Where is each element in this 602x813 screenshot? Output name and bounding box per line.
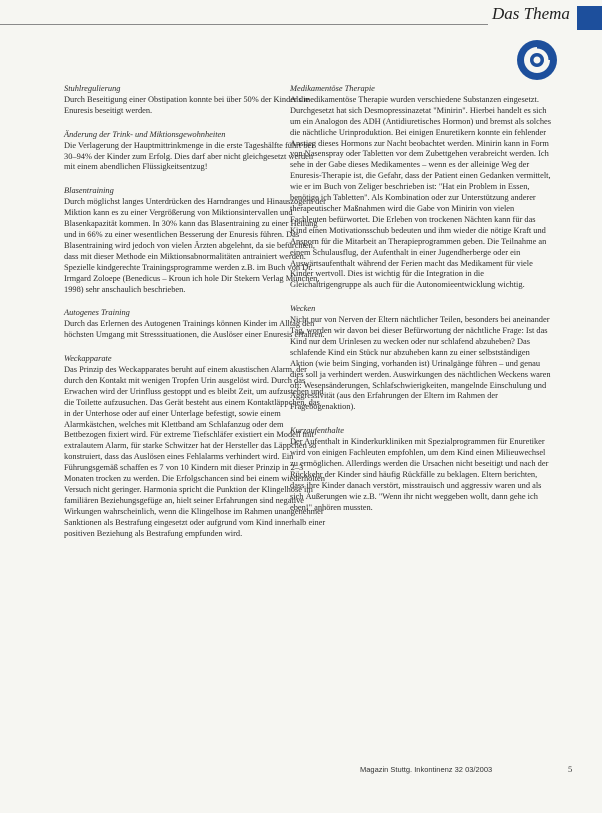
section-body: Die Verlagerung der Hauptmittrinkmenge in die erste Tageshälfte führt bei 30–94% der Kinder zum Erfolg. Dies darf aber nicht gleichgesetzt werden mit einem abendlichen Flüssigkeitsentzug!: [64, 140, 314, 172]
section-heading: Wecken: [290, 304, 316, 314]
article-section: [64, 84, 326, 117]
section-body: Als medikamentöse Therapie wurden verschiedene Substanzen eingesetzt. Durchgesetzt hat sich Desmopressinazetat "Minirin". Hierbei handelt es sich um ein Analogon des ADH (Antidiuretisches Hormon) und bremst als solches die nächtliche Urinproduktion. Bei einigen Enuretikern konnte ein fehlender Anstieg dieses Hormons zur Nacht beobachtet werden. Minirin kann in Form von Nasenspray oder Tabletten vor dem Zubettgehen verabreicht werden. Ich sehe in der Gabe dieses Medikamentes – wenn es der alleinige Weg der Enuresis-Therapie ist, die Gefahr, dass der Patient einen Gedanken vermittelt, wie er im Buch von Zeliger beschrieben ist: "Hat ein Problem in Essen, benötige ich Tabletten". Als Kombination oder zur Unterstützung anderer therapeutischer Maßnahmen wird die Gabe von Minirin von vielen Fachleuten befürwortet. Die Erleben von trockenen Nächten kann für das Kind einen Motivationsschub bedeuten und ihm wieder die nötige Kraft und Ansporn für die Mitarbeit an Therapieprogrammen geben. Die Teilnahme an einem Schulausflug, der Aufenthalt in einer Jugendherberge oder ein Auswärtsaufenthalt während der Ferien macht das Medikament für viele Kinder wertvoll. Dies ist wichtig für die Integration in die Gleichaltrigengruppe als auch für die Autonomieentwicklung wichtig.: [290, 94, 551, 290]
section-heading: Kurzaufenthalte: [290, 426, 344, 436]
section-body: Der Aufenthalt in Kinderkurkliniken mit Spezialprogrammen für Enuretiker wird von einigen Fachleuten empfohlen, um dem Kind einen Milieuwechsel zu ermöglichen. Allerdings werden die Ursachen nicht beseitigt und nach der Rückkehr der Kinder sind häufig Rückfälle zu beklagen. Eltern berichten, dass ihre Kinder danach verstört, misstrauisch und aggressiv waren und als sich Äußerungen wie z.B. "Wenn ihr nicht weggeben wollt, dann gehe ich eben!" anhören mussten.: [290, 437, 549, 512]
section-body: Das Prinzip des Weckapparates beruht auf einem akustischen Alarm, der durch den Kontakt mit wenigen Tropfen Urin ausgelöst wird. Durch das Erwachen wird der Urinfluss gestoppt und es bleibt Zeit, um aufzustehen und die Toilette aufzusuchen. Das Gerät besteht aus einem Kontaktläppchen, das in der Unterhose oder auf einer Unterlage befestigt, sowie einem Alarmkästchen, welches mit Klettband am Schlafanzug oder dem Bettbezogen fixiert wird. Für extreme Tiefschläfer existiert ein Modell mit extralautem Alarm, für starke Schwitzer hat der Hersteller das Läppchen so konstruiert, dass das Auslösen eines Fehlalarms verhindert wird. Ein Führungsgemäß schaffen es 7 von 10 Kindern mit dieser Prinzip in 2–3 Monaten trocken zu werden. Die Erfolgschancen sind bei einem wiederholten Versuch nicht geringer. Harmonia spricht die Punktion der Klingelhose im familiären Beziehungsgefüge an, hielt seiner Erfahrungen sind negative Wirkungen wahrscheinlich, wenn die Klingelhose im Rahmen unangenehmer Sanktionen als Bestrafung eingesetzt oder aufgrund vom Kind innerhalb einer positiven Beziehung als Bestrafung empfunden wird.: [64, 365, 326, 538]
article-section: [290, 84, 552, 291]
article-section: [64, 186, 326, 295]
page-footer: [360, 765, 580, 774]
ring-logo-icon: [515, 38, 559, 82]
article-section: [290, 426, 552, 513]
header-rule: [0, 24, 488, 25]
article-section: [64, 354, 326, 539]
section-body: Nicht nur von Nerven der Eltern nächtlicher Teilen, besonders bei aneinander Tag, worden wir davon bei dieser Befürwortung der nächtliche Frage: Ist das Kind nur dem Urinlesen zu wecken oder nur schlafend abzuheben? Das schlafende Kind ein Stück nur abzuheben kann zu einer selbstständigen Aktion (wie beim Singing, vorhanden ist) Urinalgänge führen – und genau dies soll ja verhindert werden. Auswirkungen des nächtlichen Weckens waren oft: Wesensänderungen, Schlafschwierigkeiten, mangelnde Einschulung und Aggressivität (aus den Erfahrungen der Eltern im Rahmen der Fragebogenaktion).: [290, 315, 551, 412]
section-heading: Änderung der Trink- und Miktionsgewohnheiten: [64, 129, 226, 139]
footer-text: Magazin Stuttg. Inkontinenz 32 03/2003: [360, 765, 493, 774]
left-column: [64, 84, 326, 553]
section-heading: Weckapparate: [64, 354, 112, 364]
article-section: [64, 130, 326, 174]
article-section: [64, 308, 326, 341]
section-heading: Stuhlregulierung: [64, 84, 121, 93]
section-title: Das Thema: [492, 4, 570, 23]
header-color-tab: [577, 6, 602, 30]
section-heading: Blasentraining: [64, 186, 114, 196]
article-section: [290, 304, 552, 413]
section-heading: Autogenes Training: [64, 308, 130, 318]
section-heading: Medikamentöse Therapie: [290, 84, 375, 93]
section-body: Durch das Erlernen des Autogenen Trainings können Kinder im Alltag den höchsten Umgang mit Stresssituationen, die Auslöser einer Enuresis erfahren.: [64, 319, 325, 340]
section-body: Durch Beseitigung einer Obstipation konnte bei über 50% der Kinder die Enuresis beseitigt werden.: [64, 94, 310, 115]
right-column: [290, 84, 552, 527]
page-header: [0, 0, 602, 40]
page-number: 5: [568, 764, 573, 774]
section-body: Durch möglichst langes Unterdrücken des Harndranges und Hinauszögern der Miktion kann es zu einer Vergrößerung von Miktionsintervallen und Blasenkapazität kommen. In 30% kann das Blasentraining zu einer Heilung und in 66% zu einer wesentlichen Besserung der Enuresis führen. Das Blasentraining wird jedoch von vielen Ärzten abgelehnt, da sie befürchten, dass mit dieser Methode ein Miktionsabnormalitäten antrainiert werden. Spezielle kindgerechte Trainingsprogramme werden z.B. im Buch von Dr. Irmgard Zoloepe (Benedicus – Kroun ich hole Dir Stekern Verlag München, 1998) sehr anschaulich beschrieben.: [64, 197, 326, 294]
